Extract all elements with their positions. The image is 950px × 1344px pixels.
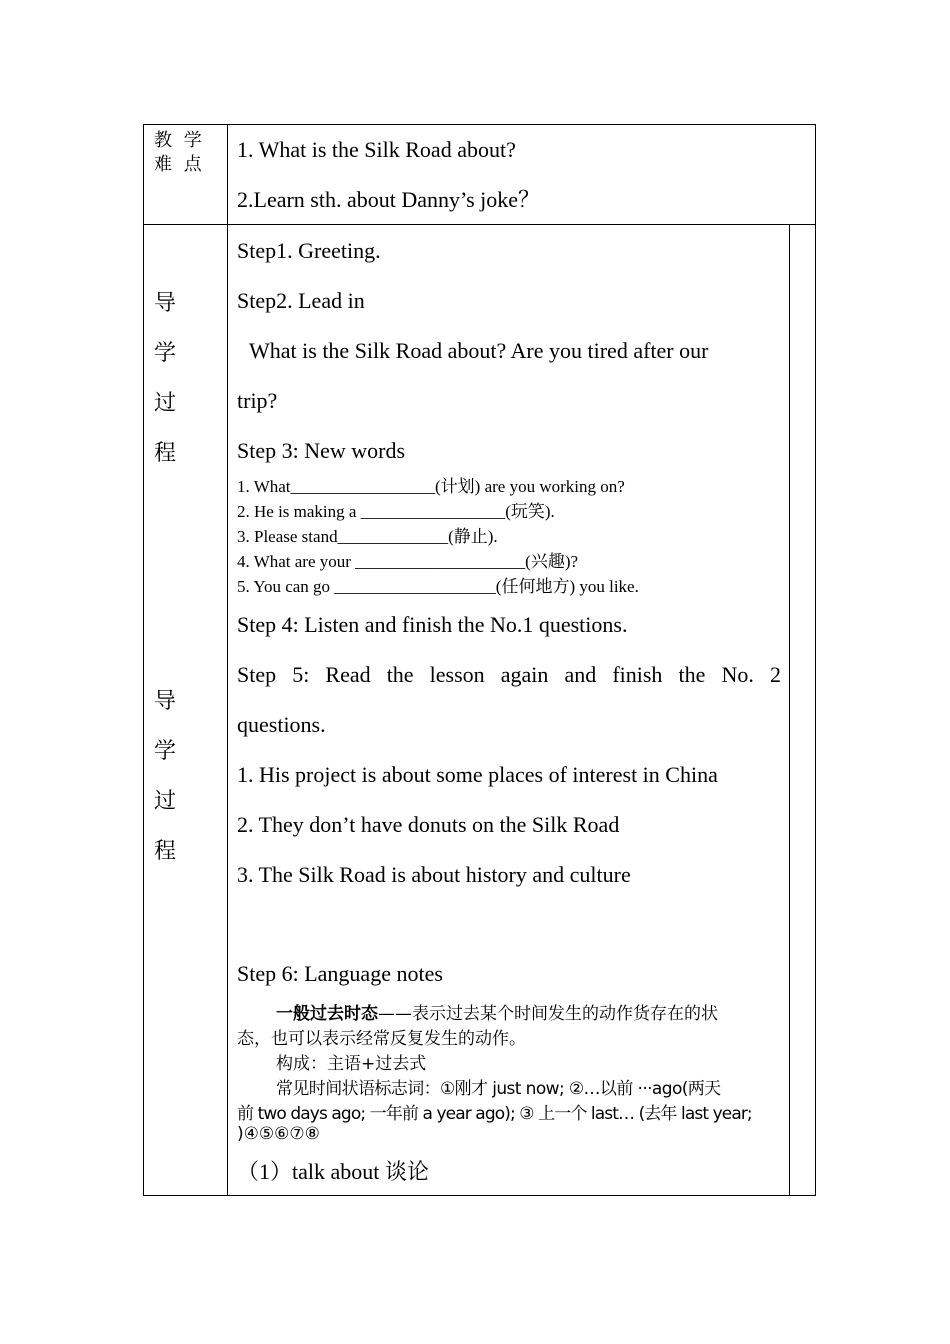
grammar-note-line4: 常见时间状语标志词：①刚才 just now; ②…以前 ···ago(两天 <box>276 1079 721 1099</box>
process-label-char: 学 <box>154 739 177 764</box>
process-label-char: 过 <box>154 391 177 416</box>
step5-word: Read <box>325 662 371 687</box>
grammar-note-line6: )④⑤⑥⑦⑧ <box>237 1124 320 1144</box>
step5-read-line2: questions. <box>237 712 326 737</box>
step5-word: lesson <box>429 662 485 687</box>
process-label-char: 程 <box>154 441 177 466</box>
difficulty-item-2: 2.Learn sth. about Danny’s joke？ <box>237 187 541 212</box>
new-word-exercise: 4. What are your ____________________(兴趣)? <box>237 552 579 571</box>
step1-greeting: Step1. Greeting. <box>237 238 381 263</box>
process-label-char: 学 <box>154 341 177 366</box>
inner-right-column-divider <box>789 224 790 1196</box>
answer-item: 3. The Silk Road is about history and culture <box>237 862 631 887</box>
phrase-item-talk-about: （1）talk about 谈论 <box>237 1159 429 1184</box>
answer-item: 1. His project is about some places of interest in China <box>237 762 718 787</box>
new-word-exercise: 3. Please stand_____________(静止). <box>237 527 498 546</box>
new-word-exercise: 5. You can go ___________________(任何地方) you like. <box>237 577 639 596</box>
step5-word: 2 <box>769 662 781 687</box>
lead-in-question-line2: trip? <box>237 388 278 413</box>
new-word-exercise: 1. What_________________(计划) are you working on? <box>237 477 625 496</box>
grammar-term: 一般过去时态 <box>276 1004 378 1024</box>
difficulty-item-1: 1. What is the Silk Road about? <box>237 137 516 162</box>
row-divider <box>143 224 816 225</box>
step6-language-notes: Step 6: Language notes <box>237 961 443 986</box>
process-label-char: 导 <box>154 689 177 714</box>
row1-label-line1: 教 学 <box>154 130 205 151</box>
lead-in-question-line1: What is the Silk Road about? Are you tired after our <box>249 338 709 363</box>
answer-item: 2. They don’t have donuts on the Silk Road <box>237 812 620 837</box>
grammar-note-line5: 前 two days ago; 一年前 a year ago); ③ 上一个 last… (去年 last year; <box>237 1104 752 1124</box>
step5-word: the <box>678 662 706 687</box>
step5-word: and <box>564 662 597 687</box>
step4-listen: Step 4: Listen and finish the No.1 questions. <box>237 612 628 637</box>
grammar-note-line3: 构成：主语+过去式 <box>276 1054 427 1074</box>
table-right-border <box>815 124 816 1196</box>
step5-word: No. <box>721 662 754 687</box>
process-label-char: 程 <box>154 839 177 864</box>
table-bottom-border <box>143 1195 816 1196</box>
step2-lead-in: Step2. Lead in <box>237 288 365 313</box>
process-label-char: 导 <box>154 291 177 316</box>
step5-word: again <box>500 662 549 687</box>
step5-word: finish <box>612 662 663 687</box>
row1-label-line2: 难 点 <box>154 154 205 175</box>
table-left-border <box>143 124 144 1196</box>
step5-word: 5: <box>292 662 310 687</box>
step5-read-line1 <box>237 662 781 688</box>
new-word-exercise: 2. He is making a _________________(玩笑). <box>237 502 555 521</box>
step3-new-words: Step 3: New words <box>237 438 406 463</box>
process-label-char: 过 <box>154 789 177 814</box>
label-column-divider <box>227 124 228 1196</box>
step5-word: Step <box>237 662 277 687</box>
grammar-definition: ——表示过去某个时间发生的动作货存在的状 <box>378 1004 718 1024</box>
grammar-note-line1 <box>276 999 718 1024</box>
grammar-note-line2: 态，也可以表示经常反复发生的动作。 <box>237 1029 526 1049</box>
table-top-border <box>143 124 816 125</box>
step5-word: the <box>386 662 414 687</box>
